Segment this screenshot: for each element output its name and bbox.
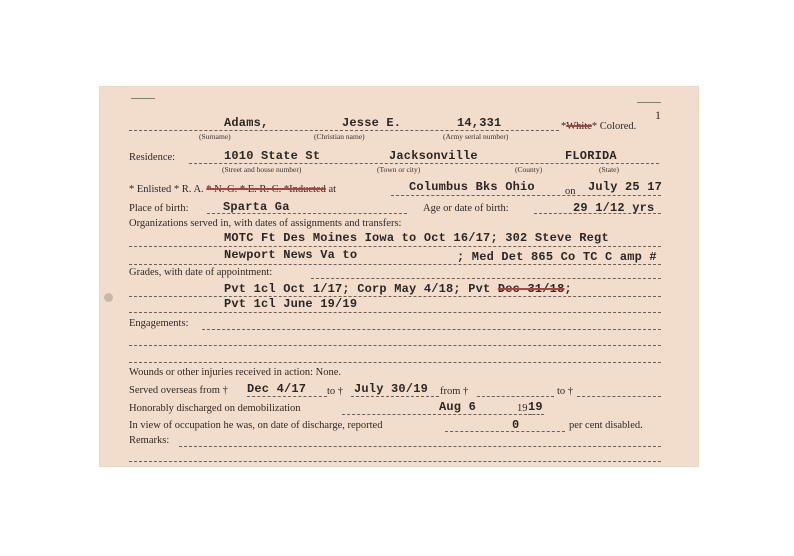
disability-line xyxy=(445,431,565,432)
organizations-label: Organizations served in, with dates of assignments and transfers: xyxy=(129,218,402,229)
street-caption: (Street and house number) xyxy=(222,165,302,174)
overseas-to-value: July 30/19 xyxy=(354,382,429,396)
serial-number-value: 14,331 xyxy=(457,116,502,130)
remarks-label: Remarks: xyxy=(129,435,170,446)
organizations-line-2a: Newport News Va to xyxy=(224,248,358,262)
age-line xyxy=(534,213,661,214)
overseas-to2-line xyxy=(577,396,661,397)
discharge-date-value: Aug 6 xyxy=(439,400,477,414)
engagements-rule-2 xyxy=(129,345,661,346)
discharge-year-value: 19 xyxy=(528,400,543,414)
grades-rule-1 xyxy=(129,296,661,297)
birth-place-label: Place of birth: xyxy=(129,203,189,214)
state-caption: (State) xyxy=(599,165,619,174)
grades-struck: Dec 31/18 xyxy=(497,282,565,296)
age-value: 29 1/12 yrs xyxy=(573,201,655,215)
surname-caption: (Surname) xyxy=(199,132,231,141)
discharge-label: Honorably discharged on demobilization xyxy=(129,403,301,414)
enlistment-line xyxy=(391,195,661,196)
overseas-from-line xyxy=(247,396,327,397)
disability-label: In view of occupation he was, on date of discharge, reported xyxy=(129,420,383,431)
organizations-line-2b: ; Med Det 865 Co TC C amp # xyxy=(457,250,657,264)
residence-line xyxy=(189,163,659,164)
engagements-rule-1 xyxy=(202,329,661,330)
wounds-label: Wounds or other injuries received in action: None. xyxy=(129,367,342,378)
overseas-to-line xyxy=(351,396,439,397)
discharge-year-prefix: 19 xyxy=(517,403,528,414)
engagements-label: Engagements: xyxy=(129,318,189,329)
grades-rule-0 xyxy=(311,278,661,279)
grades-rule-2 xyxy=(129,312,661,313)
city-caption: (Town or city) xyxy=(377,165,421,174)
birth-place-line xyxy=(207,213,407,214)
enlistment-date-value: July 25 17 xyxy=(588,180,663,194)
service-record-card xyxy=(99,86,699,467)
birth-place-value: Sparta Ga xyxy=(223,200,290,214)
christian-name-caption: (Christian name) xyxy=(314,132,365,141)
surname-value: Adams, xyxy=(224,116,269,130)
grades-line-2: Pvt 1cl June 19/19 xyxy=(224,297,358,311)
christian-name-value: Jesse E. xyxy=(342,116,402,130)
organizations-rule-1 xyxy=(129,246,661,247)
overseas-from-value: Dec 4/17 xyxy=(247,382,307,396)
enlistment-label: * Enlisted * R. A. * N. G. * E. R. C. *Inducted at xyxy=(129,184,337,195)
race-field: *White* Colored. xyxy=(561,121,637,132)
overseas-from2-label: from † xyxy=(440,386,469,397)
corner-mark-left xyxy=(131,98,155,99)
enlistment-place-value: Columbus Bks Ohio xyxy=(409,180,535,194)
discharge-year-line xyxy=(528,414,544,415)
residence-street-value: 1010 State St xyxy=(224,149,321,163)
card-number: 1 xyxy=(655,108,661,122)
grades-label: Grades, with date of appointment: xyxy=(129,267,273,278)
residence-city-value: Jacksonville xyxy=(389,149,478,163)
overseas-from2-line xyxy=(477,396,554,397)
remarks-rule-1 xyxy=(179,446,661,447)
age-label: Age or date of birth: xyxy=(423,203,509,214)
overseas-to2-label: to † xyxy=(557,386,574,397)
discharge-date-line xyxy=(342,414,532,415)
serial-number-caption: (Army serial number) xyxy=(443,132,509,141)
overseas-label: Served overseas from † xyxy=(129,385,228,396)
disability-value: 0 xyxy=(512,418,520,432)
residence-label: Residence: xyxy=(129,152,176,163)
engagements-rule-3 xyxy=(129,362,661,363)
enlistment-struck: * N. G. * E. R. C. *Inducted xyxy=(206,184,326,195)
organizations-rule-2 xyxy=(129,264,661,265)
corner-mark-right xyxy=(637,102,661,103)
race-struck: White xyxy=(566,121,592,132)
name-line xyxy=(129,130,559,131)
paper-stain xyxy=(104,293,113,302)
grades-line-1: Pvt 1cl Oct 1/17; Corp May 4/18; Pvt Dec 31/18; xyxy=(224,282,572,296)
organizations-line-1: MOTC Ft Des Moines Iowa to Oct 16/17; 302 Steve Regt xyxy=(224,231,609,245)
enlistment-on-label: on xyxy=(565,186,576,197)
remarks-rule-2 xyxy=(129,461,661,462)
overseas-to-label: to † xyxy=(327,386,344,397)
residence-state-value: FLORIDA xyxy=(565,149,617,163)
county-caption: (County) xyxy=(515,165,543,174)
disability-suffix: per cent disabled. xyxy=(569,420,643,431)
